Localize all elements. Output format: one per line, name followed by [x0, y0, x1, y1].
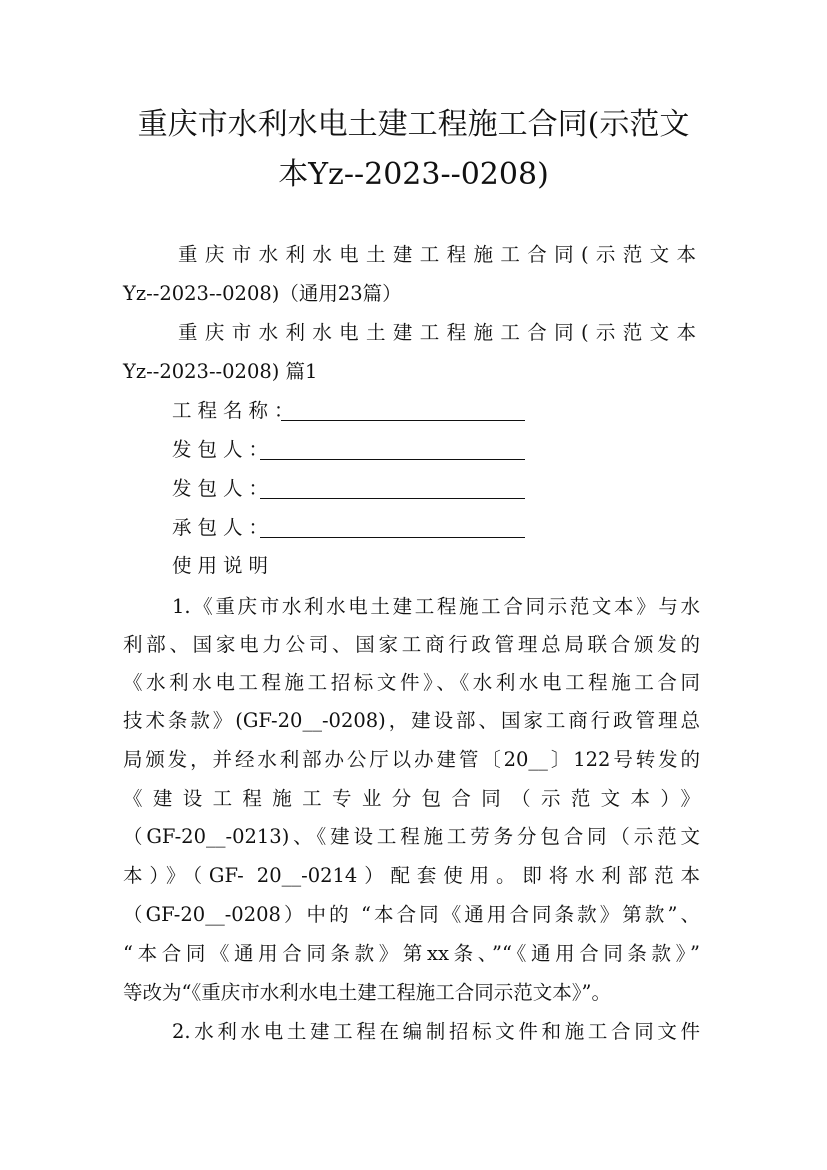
para1-line-8-text: 本）》（GF- 20__-0214）配套使用。即将水利部范本 [123, 864, 700, 887]
intro-line-4: Yz--2023--0208) 篇1 [123, 360, 318, 383]
title-line-1: 重庆市水利水电土建工程施工合同(示范文 [137, 107, 690, 142]
usage-heading: 使用说明 [172, 554, 275, 577]
intro-line-2: Yz--2023--0208)（通用23篇） [123, 282, 402, 305]
para1-line-4-text: 技术条款》(GF-20__-0208)，建设部、国家工商行政管理总 [123, 709, 700, 732]
field-employer-label-2: 发包人： [172, 477, 275, 500]
intro-line-3 [178, 320, 696, 346]
field-employer-blank [260, 459, 525, 460]
para2-line-1 [172, 1019, 700, 1045]
field-project-name-blank [281, 420, 525, 421]
para1-line-1 [172, 594, 700, 620]
para1-line-5-text: 局颁发，并经水利部办公厅以办建管〔20__〕122号转发的 [123, 748, 700, 771]
document-title [100, 100, 727, 200]
para1-line-11: 等改为“《重庆市水利水电土建工程施工合同示范文本》”。 [123, 981, 611, 1004]
title-line-2: 本Yz--2023--0208) [278, 157, 549, 192]
para1-line-7-text: （GF-20__-0213)、《建设工程施工劳务分包合同（示范文 [123, 825, 700, 848]
para1-line-2-text: 利部、国家电力公司、国家工商行政管理总局联合颁发的 [123, 633, 700, 656]
field-contractor-blank [260, 537, 525, 538]
field-project-name-label: 工程名称： [172, 399, 300, 422]
para1-line-4 [123, 708, 700, 734]
para1-line-3-text: 《水利水电工程施工招标文件》、《水利水电工程施工合同 [123, 671, 700, 694]
para1-line-9-text: （GF-20__-0208）中的 “本合同《通用合同条款》第款”、 [123, 903, 700, 926]
para1-line-3 [123, 670, 700, 696]
field-employer-blank-2 [260, 498, 525, 499]
para1-line-10 [123, 941, 700, 967]
field-employer-label: 发包人： [172, 438, 275, 461]
para2-line-1-text: 2.水利水电土建工程在编制招标文件和施工合同文件 [172, 1020, 700, 1043]
para1-line-10-text: “本合同《通用合同条款》第xx条、”“《通用合同条款》” [123, 942, 700, 965]
para1-line-2 [123, 632, 700, 658]
para1-line-6-text: 《建设工程施工专业分包合同（示范文本）》 [123, 787, 700, 810]
intro-line-1 [178, 242, 696, 268]
intro-line-1-text: 重庆市水利水电土建工程施工合同(示范文本 [178, 243, 696, 266]
field-contractor-label: 承包人： [172, 516, 275, 539]
intro-line-3-text: 重庆市水利水电土建工程施工合同(示范文本 [178, 321, 696, 344]
para1-line-1-text: 1.《重庆市水利水电土建工程施工合同示范文本》与水 [172, 595, 700, 618]
para1-line-8 [123, 863, 700, 889]
para1-line-7 [123, 824, 700, 850]
para1-line-5 [123, 747, 700, 773]
para1-line-9 [123, 902, 700, 928]
para1-line-6 [123, 786, 700, 812]
